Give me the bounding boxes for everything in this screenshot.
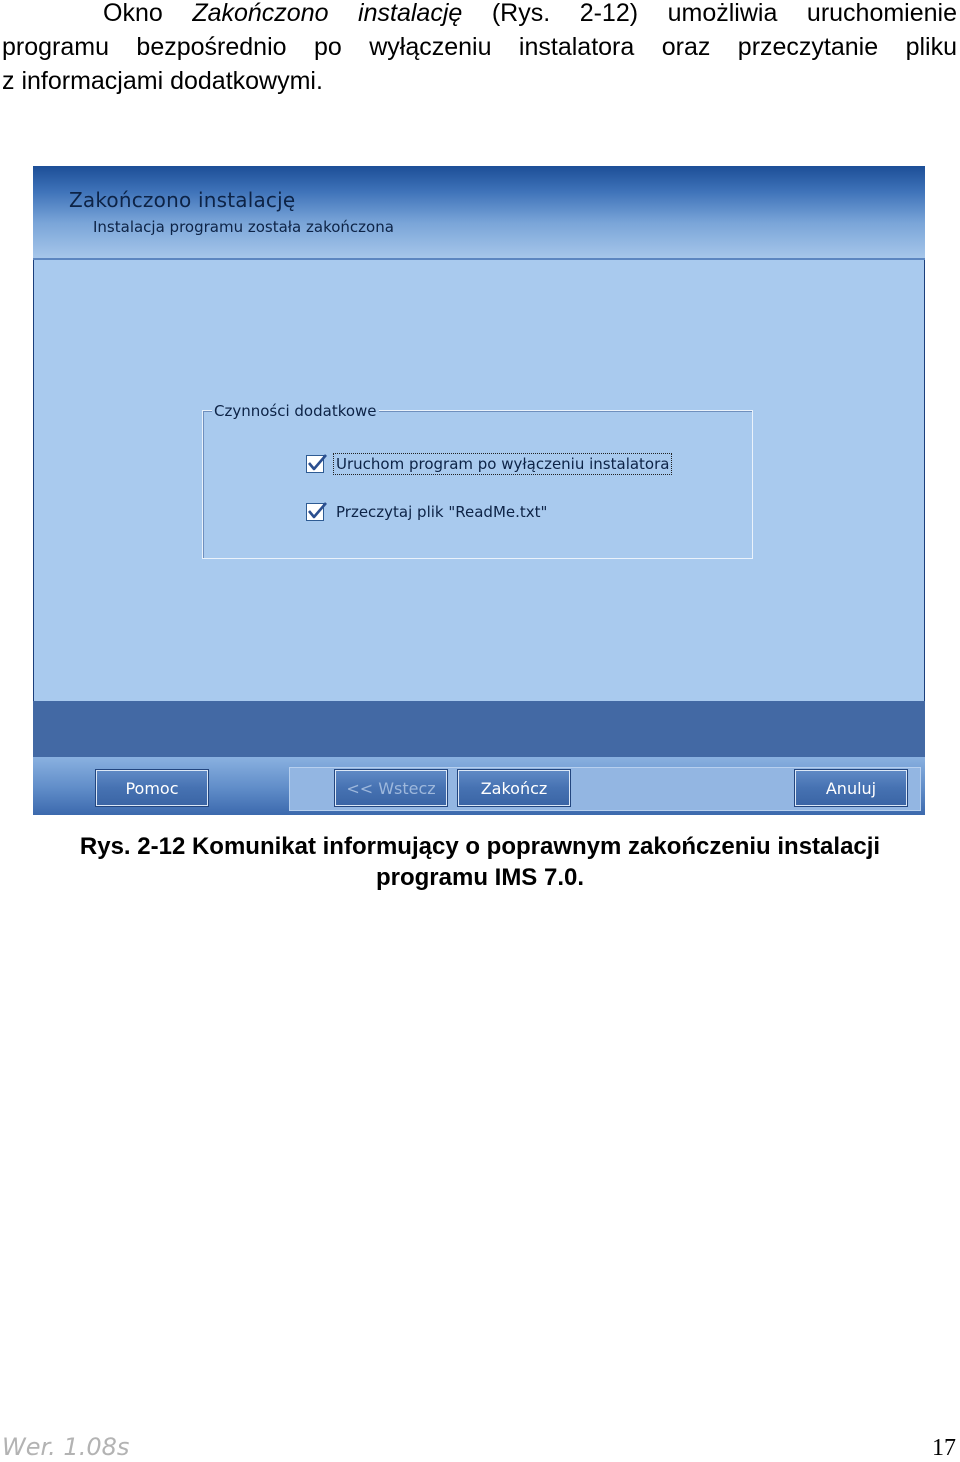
readme-label: Przeczytaj plik "ReadMe.txt"	[336, 503, 548, 521]
group-legend: Czynności dodatkowe	[214, 402, 377, 420]
back-button[interactable]: << Wstecz	[335, 770, 447, 806]
window-name-italic: Zakończono instalację	[192, 0, 463, 27]
run-program-checkbox[interactable]	[306, 455, 324, 473]
run-program-label: Uruchom program po wyłączeniu instalatora	[336, 455, 670, 473]
intro-paragraph	[2, 0, 957, 98]
option-run-program[interactable]	[306, 453, 671, 475]
installer-header	[33, 166, 925, 260]
readme-checkbox[interactable]	[306, 503, 324, 521]
help-button[interactable]: Pomoc	[96, 770, 208, 806]
finish-button[interactable]: Zakończ	[458, 770, 570, 806]
installer-screenshot	[33, 166, 925, 815]
installer-status-band	[33, 701, 925, 757]
intro-line-3: z informacjami dodatkowymi.	[2, 67, 323, 95]
caption-line-1: Rys. 2-12 Komunikat informujący o poprawnym zakończeniu instalacji	[79, 833, 881, 860]
page-number: 17	[932, 1435, 956, 1461]
intro-text-b: (Rys. 2-12) umożliwia uruchomienie	[462, 0, 957, 27]
option-read-readme[interactable]	[306, 501, 549, 523]
caption-line-2: programu IMS 7.0.	[375, 864, 585, 891]
checkmark-icon	[306, 452, 328, 474]
additional-actions-group	[202, 402, 753, 559]
checkmark-icon	[306, 500, 328, 522]
installer-button-bar	[33, 757, 925, 815]
intro-line-1	[2, 0, 957, 30]
cancel-button[interactable]: Anuluj	[795, 770, 907, 806]
intro-text-a: Okno	[103, 0, 193, 27]
figure-caption	[0, 831, 960, 893]
version-label: Wer. 1.08s	[2, 1433, 130, 1461]
installer-subtitle: Instalacja programu została zakończona	[93, 218, 394, 236]
intro-line-2: programu bezpośrednio po wyłączeniu instalatora oraz przeczytanie pliku	[2, 33, 957, 61]
installer-title: Zakończono instalację	[69, 188, 296, 212]
